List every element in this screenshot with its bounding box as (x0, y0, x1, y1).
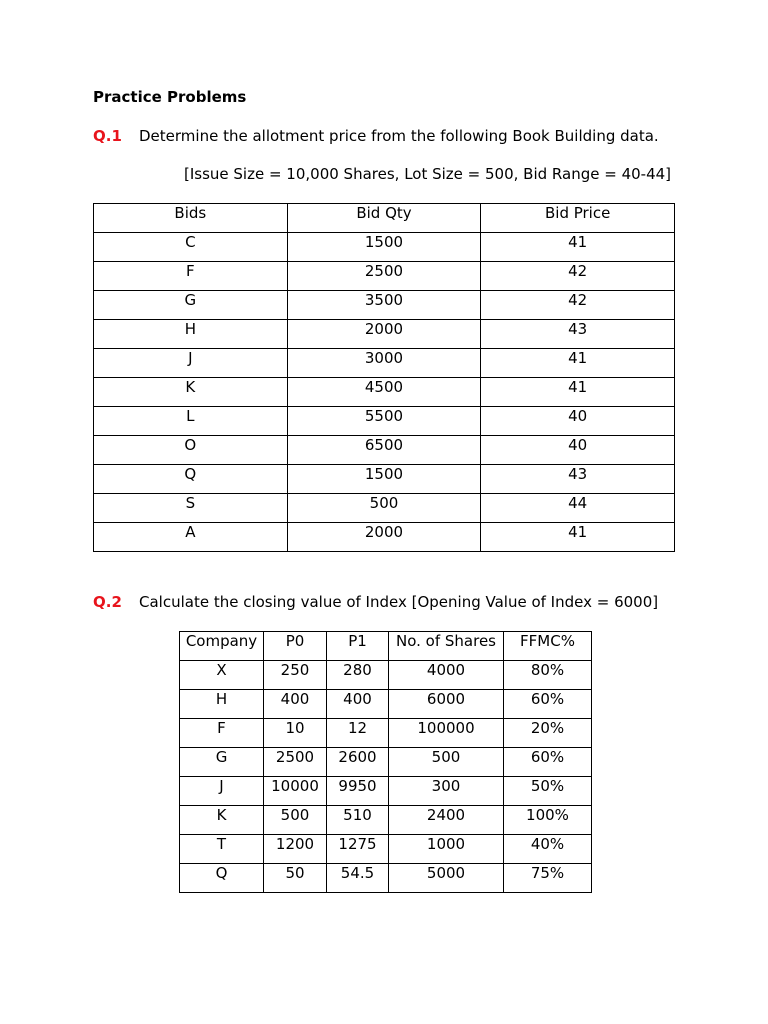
index-table-cell: 50 (264, 864, 327, 893)
bid-table-cell: 500 (287, 494, 481, 523)
index-table-cell: T (180, 835, 264, 864)
bid-table-cell: 1500 (287, 233, 481, 262)
bid-table-cell: 40 (481, 407, 675, 436)
question-2-number: Q.2 (93, 593, 122, 611)
bid-table-cell: O (94, 436, 288, 465)
bid-table-cell: 40 (481, 436, 675, 465)
index-table-cell: 400 (264, 690, 327, 719)
bid-table-row (94, 523, 675, 552)
index-table-cell: 1000 (389, 835, 504, 864)
bid-table-header-bids: Bids (94, 204, 288, 233)
bid-table-cell: K (94, 378, 288, 407)
index-table-row (180, 719, 592, 748)
index-table-cell: 54.5 (327, 864, 389, 893)
bid-table-cell: F (94, 262, 288, 291)
index-table-row (180, 864, 592, 893)
bid-table-row (94, 349, 675, 378)
index-table-cell: 250 (264, 661, 327, 690)
bid-table-cell: 42 (481, 291, 675, 320)
bid-table-cell: 41 (481, 378, 675, 407)
index-table-cell: 500 (264, 806, 327, 835)
index-table-header-p1: P1 (327, 632, 389, 661)
question-1 (93, 127, 659, 145)
index-table-row (180, 748, 592, 777)
bid-table-cell: 41 (481, 349, 675, 378)
bid-table-row (94, 378, 675, 407)
index-table-cell: 60% (504, 690, 592, 719)
bid-table-cell: 6500 (287, 436, 481, 465)
index-table-cell: 10 (264, 719, 327, 748)
index-table-row (180, 777, 592, 806)
index-table-cell: 100% (504, 806, 592, 835)
index-table-row (180, 806, 592, 835)
index-table-header-no-of-shares: No. of Shares (389, 632, 504, 661)
index-table-header-row (180, 632, 592, 661)
bid-table-cell: L (94, 407, 288, 436)
question-2 (93, 593, 658, 611)
bid-table-row (94, 291, 675, 320)
bid-table-row (94, 320, 675, 349)
index-table-cell: 400 (327, 690, 389, 719)
index-table-body (180, 661, 592, 893)
index-table-cell: 9950 (327, 777, 389, 806)
index-table-cell: K (180, 806, 264, 835)
index-table-cell: X (180, 661, 264, 690)
bid-table-cell: 41 (481, 233, 675, 262)
index-table-cell: 500 (389, 748, 504, 777)
bid-table-row (94, 465, 675, 494)
index-table-cell: 50% (504, 777, 592, 806)
index-table-header-ffmc: FFMC% (504, 632, 592, 661)
index-table-cell: 2400 (389, 806, 504, 835)
index-table-cell: 280 (327, 661, 389, 690)
bid-table-cell: H (94, 320, 288, 349)
bid-table-cell: 2000 (287, 523, 481, 552)
bid-table (93, 203, 675, 552)
index-table-cell: 12 (327, 719, 389, 748)
bid-table-cell: A (94, 523, 288, 552)
index-table-cell: 5000 (389, 864, 504, 893)
index-table-cell: G (180, 748, 264, 777)
bid-table-cell: 43 (481, 320, 675, 349)
question-1-note: [Issue Size = 10,000 Shares, Lot Size = 500, Bid Range = 40-44] (184, 165, 672, 183)
bid-table-cell: C (94, 233, 288, 262)
index-table-cell: 20% (504, 719, 592, 748)
index-table-cell: 75% (504, 864, 592, 893)
index-table-cell: 6000 (389, 690, 504, 719)
index-table-cell: 2500 (264, 748, 327, 777)
index-table-cell: 80% (504, 661, 592, 690)
bid-table-header-row (94, 204, 675, 233)
index-table-cell: F (180, 719, 264, 748)
index-table (179, 631, 592, 893)
bid-table-cell: 44 (481, 494, 675, 523)
question-2-text: Calculate the closing value of Index [Opening Value of Index = 6000] (139, 593, 659, 611)
bid-table-row (94, 407, 675, 436)
index-table-row (180, 661, 592, 690)
bid-table-row (94, 436, 675, 465)
bid-table-cell: 1500 (287, 465, 481, 494)
bid-table-row (94, 233, 675, 262)
index-table-header-company: Company (180, 632, 264, 661)
bid-table-cell: 43 (481, 465, 675, 494)
index-table-cell: 60% (504, 748, 592, 777)
index-table-cell: 40% (504, 835, 592, 864)
bid-table-header-bid-price: Bid Price (481, 204, 675, 233)
question-1-number: Q.1 (93, 127, 122, 145)
index-table-cell: 510 (327, 806, 389, 835)
bid-table-cell: S (94, 494, 288, 523)
index-table-cell: 100000 (389, 719, 504, 748)
bid-table-row (94, 494, 675, 523)
bid-table-cell: 2000 (287, 320, 481, 349)
index-table-cell: 4000 (389, 661, 504, 690)
index-table-cell: 1275 (327, 835, 389, 864)
index-table-row (180, 835, 592, 864)
bid-table-cell: 3000 (287, 349, 481, 378)
bid-table-cell: 2500 (287, 262, 481, 291)
page-heading: Practice Problems (93, 88, 247, 106)
bid-table-cell: G (94, 291, 288, 320)
bid-table-body (94, 233, 675, 552)
bid-table-header-bid-qty: Bid Qty (287, 204, 481, 233)
bid-table-row (94, 262, 675, 291)
index-table-header-p0: P0 (264, 632, 327, 661)
bid-table-cell: 3500 (287, 291, 481, 320)
bid-table-cell: 42 (481, 262, 675, 291)
index-table-row (180, 690, 592, 719)
index-table-cell: 2600 (327, 748, 389, 777)
bid-table-cell: J (94, 349, 288, 378)
bid-table-cell: 4500 (287, 378, 481, 407)
index-table-cell: H (180, 690, 264, 719)
index-table-cell: 300 (389, 777, 504, 806)
question-1-text: Determine the allotment price from the following Book Building data. (139, 127, 659, 145)
index-table-cell: 1200 (264, 835, 327, 864)
bid-table-cell: 5500 (287, 407, 481, 436)
bid-table-cell: Q (94, 465, 288, 494)
index-table-cell: J (180, 777, 264, 806)
index-table-cell: Q (180, 864, 264, 893)
index-table-cell: 10000 (264, 777, 327, 806)
bid-table-cell: 41 (481, 523, 675, 552)
